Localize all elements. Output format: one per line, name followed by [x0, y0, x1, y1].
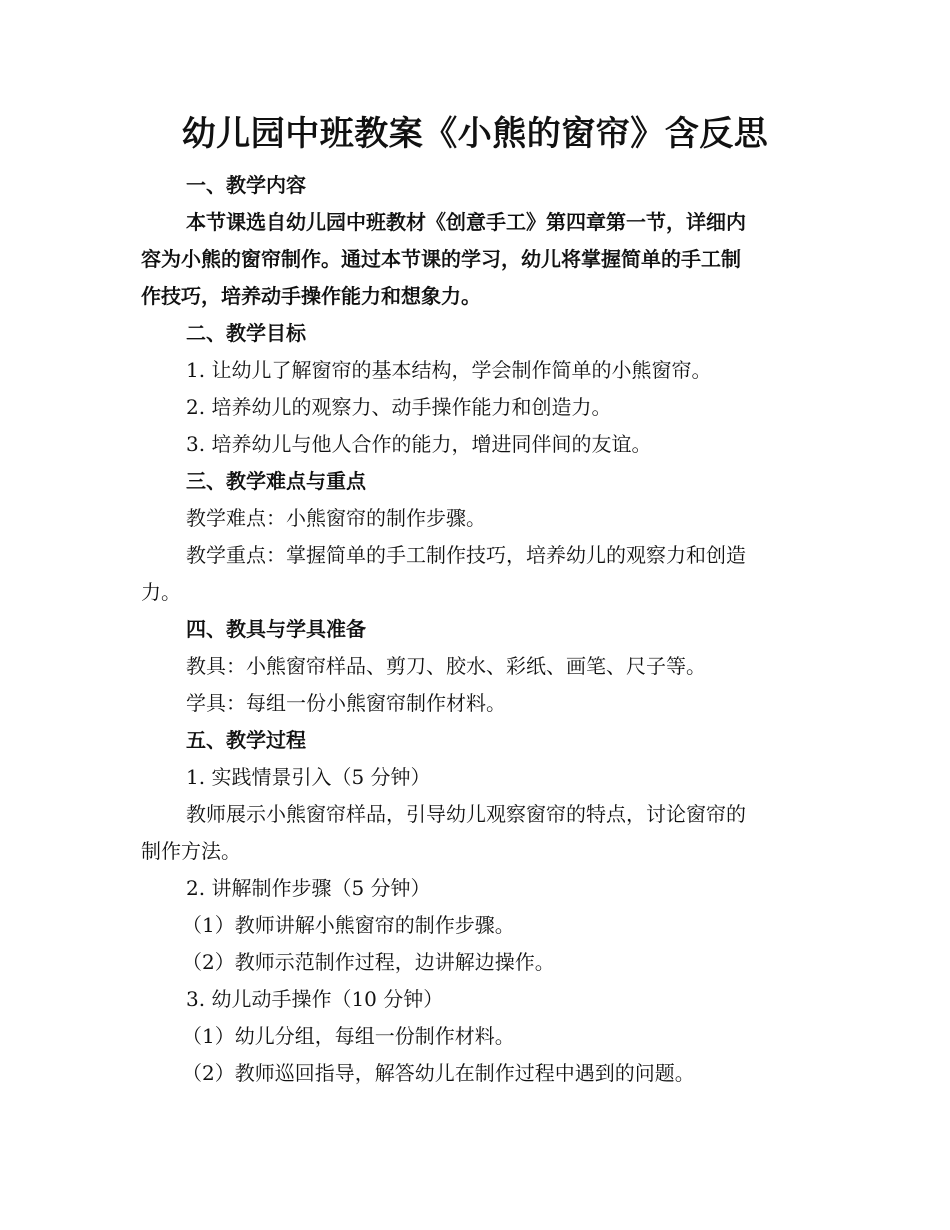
paragraph-line: 学具：每组一份小熊窗帘制作材料。 — [186, 691, 506, 715]
paragraph-line: 教学难点：小熊窗帘的制作步骤。 — [186, 506, 486, 530]
paragraph-line: 力。 — [141, 580, 181, 604]
list-item: 3. 培养幼儿与他人合作的能力，增进同伴间的友谊。 — [186, 432, 652, 456]
paragraph-line: 本节课选自幼儿园中班教材《创意手工》第四章第一节，详细内 — [186, 210, 746, 234]
heading-materials: 四、教具与学具准备 — [186, 617, 366, 641]
heading-difficulties: 三、教学难点与重点 — [186, 469, 366, 493]
heading-teaching-content: 一、教学内容 — [186, 173, 306, 197]
paragraph-line: 作技巧，培养动手操作能力和想象力。 — [141, 284, 481, 308]
paragraph-line: 教学重点：掌握简单的手工制作技巧，培养幼儿的观察力和创造 — [186, 543, 746, 567]
list-item: 2. 培养幼儿的观察力、动手操作能力和创造力。 — [186, 395, 612, 419]
paragraph-line: 教具：小熊窗帘样品、剪刀、胶水、彩纸、画笔、尺子等。 — [186, 654, 706, 678]
list-item: 2. 讲解制作步骤（5 分钟） — [186, 876, 431, 900]
list-item: 1. 让幼儿了解窗帘的基本结构，学会制作简单的小熊窗帘。 — [186, 358, 712, 382]
paragraph-line: 制作方法。 — [141, 839, 241, 863]
paragraph-line: 教师展示小熊窗帘样品，引导幼儿观察窗帘的特点，讨论窗帘的 — [186, 802, 746, 826]
list-item: 1. 实践情景引入（5 分钟） — [186, 765, 431, 789]
document-title: 幼儿园中班教案《小熊的窗帘》含反思 — [181, 114, 769, 154]
sub-list-item: （1）幼儿分组，每组一份制作材料。 — [182, 1024, 515, 1048]
sub-list-item: （2）教师示范制作过程，边讲解边操作。 — [182, 950, 555, 974]
sub-list-item: （1）教师讲解小熊窗帘的制作步骤。 — [182, 913, 515, 937]
list-item: 3. 幼儿动手操作（10 分钟） — [186, 987, 444, 1011]
paragraph-line: 容为小熊的窗帘制作。通过本节课的学习，幼儿将掌握简单的手工制 — [141, 247, 741, 271]
heading-process: 五、教学过程 — [186, 728, 306, 752]
sub-list-item: （2）教师巡回指导，解答幼儿在制作过程中遇到的问题。 — [182, 1061, 695, 1085]
heading-teaching-goals: 二、教学目标 — [186, 321, 306, 345]
